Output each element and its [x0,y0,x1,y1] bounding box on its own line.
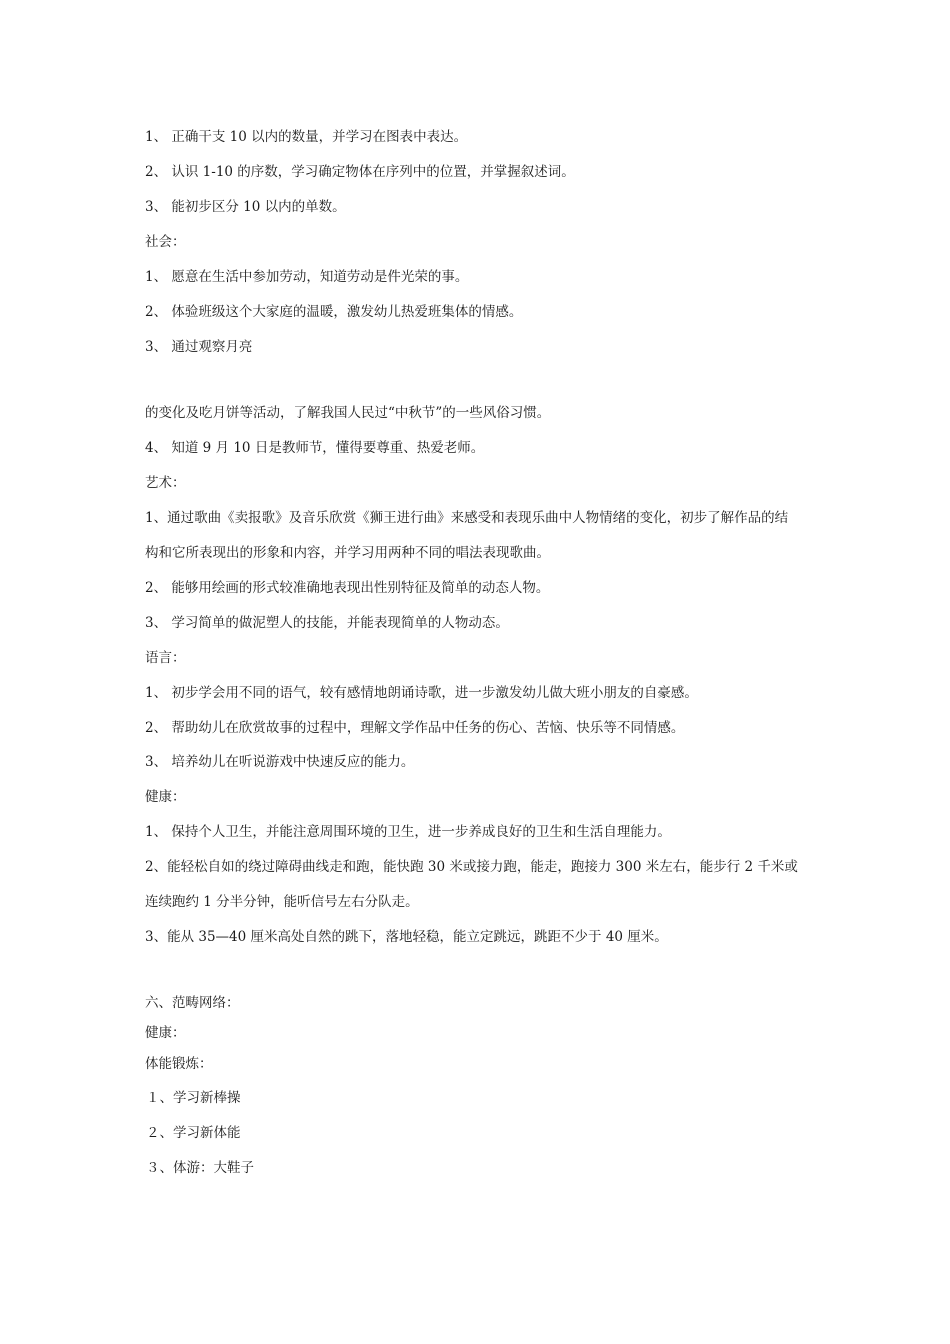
text-line-society-2: 2、 体验班级这个大家庭的温暖，激发幼儿热爱班集体的情感。 [145,304,523,320]
text-line-math-2: 2、 认识 1-10 的序数，学习确定物体在序列中的位置，并掌握叙述词。 [145,164,575,180]
list-item-big-shoes-game: ３、体游：大鞋子 [146,1160,254,1176]
text-line-society-3: 3、 通过观察月亮 [145,339,253,355]
text-line-society-1: 1、 愿意在生活中参加劳动，知道劳动是件光荣的事。 [145,269,469,285]
text-line-math-3: 3、 能初步区分 10 以内的单数。 [145,199,346,215]
text-line-health-2-cont: 连续跑约 1 分半分钟，能听信号左右分队走。 [145,894,419,910]
text-line-society-4: 4、 知道 9 月 10 日是教师节，懂得要尊重、热爱老师。 [145,440,485,456]
text-line-math-1: 1、 正确干支 10 以内的数量，并学习在图表中表达。 [145,129,468,145]
subheading-health: 健康： [145,1025,186,1041]
list-item-new-physical-skill: ２、学习新体能 [146,1125,241,1141]
list-item-new-stick-exercise: １、学习新棒操 [146,1090,241,1106]
text-line-language-3: 3、 培养幼儿在听说游戏中快速反应的能力。 [145,754,415,770]
section-heading-scope-network: 六、范畴网络： [145,995,240,1011]
section-heading-art: 艺术： [145,475,186,491]
text-line-health-3: 3、能从 35—40 厘米高处自然的跳下，落地轻稳，能立定跳远，跳距不少于 40 厘米。 [145,929,668,945]
text-line-health-1: 1、 保持个人卫生，并能注意周围环境的卫生，进一步养成良好的卫生和生活自理能力。 [145,824,671,840]
text-line-art-1-cont: 构和它所表现出的形象和内容，并学习用两种不同的唱法表现歌曲。 [145,545,550,561]
section-heading-language: 语言： [145,650,186,666]
text-line-art-1: 1、通过歌曲《卖报歌》及音乐欣赏《狮王进行曲》来感受和表现乐曲中人物情绪的变化，初步了解作品的结 [145,510,789,526]
subheading-physical-training: 体能锻炼： [145,1056,213,1072]
text-line-art-2: 2、 能够用绘画的形式较准确地表现出性别特征及简单的动态人物。 [145,580,550,596]
text-line-art-3: 3、 学习简单的做泥塑人的技能，并能表现简单的人物动态。 [145,615,509,631]
text-line-language-1: 1、 初步学会用不同的语气，较有感情地朗诵诗歌，进一步激发幼儿做大班小朋友的自豪感。 [145,685,698,701]
text-line-language-2: 2、 帮助幼儿在欣赏故事的过程中，理解文学作品中任务的伤心、苦恼、快乐等不同情感。 [145,720,685,736]
text-line-health-2: 2、能轻松自如的绕过障碍曲线走和跑，能快跑 30 米或接力跑，能走，跑接力 300 米左右，能步行 2 千米或 [145,859,798,875]
section-heading-society: 社会： [145,234,186,250]
text-line-society-3-cont: 的变化及吃月饼等活动，了解我国人民过“中秋节”的一些风俗习惯。 [145,405,551,421]
section-heading-health: 健康： [145,789,186,805]
